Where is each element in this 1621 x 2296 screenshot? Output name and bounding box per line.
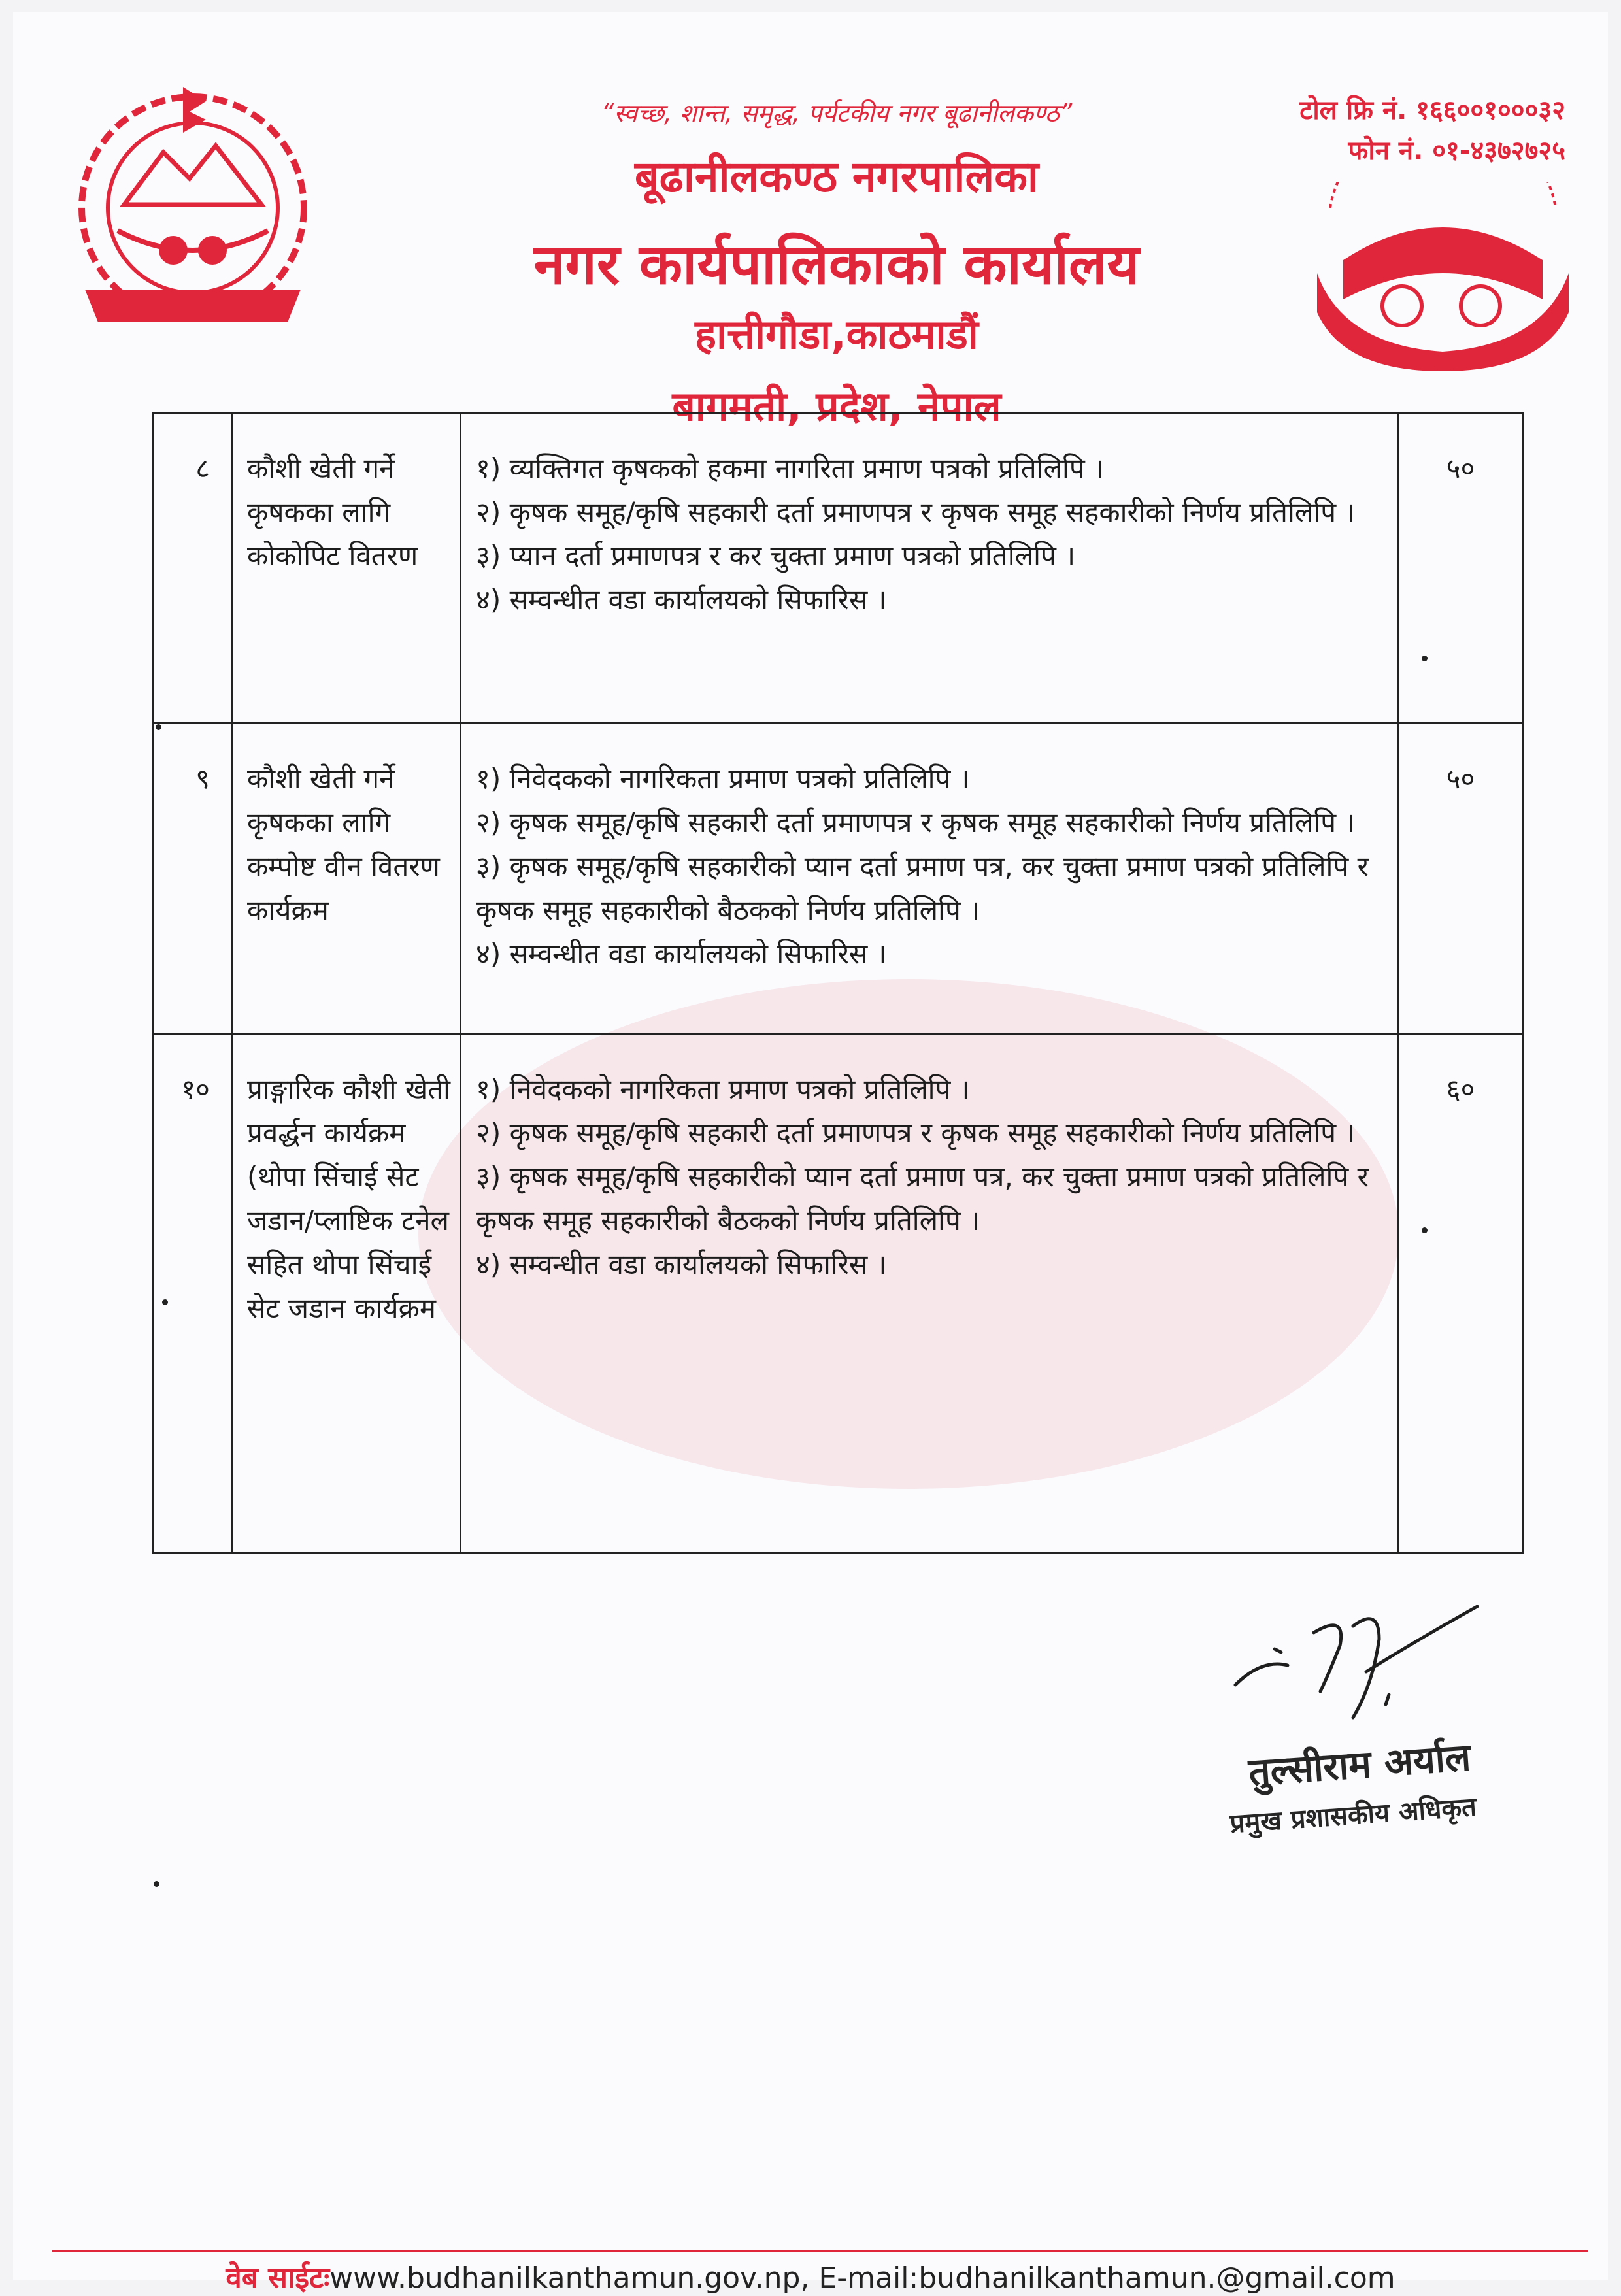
requirements-table xyxy=(152,412,1524,1554)
document-item: ३) कृषक समूह/कृषि सहकारीको प्यान दर्ता प्रमाण पत्र, कर चुक्ता प्रमाण पत्रको प्रतिलिपि र कृषक समूह सहकारीको बैठकको निर्णय प्रतिलिपि । xyxy=(476,1161,1369,1237)
table-row xyxy=(154,413,1523,724)
serial-number: ९ xyxy=(154,724,232,1034)
document-item: ४) सम्वन्धीत वडा कार्यालयको सिफारिस । xyxy=(476,1248,887,1280)
serial-number: ८ xyxy=(154,413,232,724)
program-name: कौशी खेती गर्ने कृषकका लागि कोकोपिट वितरण xyxy=(232,413,461,724)
document-item: २) कृषक समूह/कृषि सहकारी दर्ता प्रमाणपत्र र कृषक समूह सहकारीको निर्णय प्रतिलिपि । xyxy=(476,1117,1356,1149)
scan-speck xyxy=(1422,1227,1428,1233)
footer-divider xyxy=(52,2250,1588,2252)
office-title: नगर कार्यपालिकाको कार्यालय xyxy=(533,232,1140,297)
scan-speck xyxy=(1422,656,1428,661)
required-documents xyxy=(461,1034,1399,1554)
table-row xyxy=(154,1034,1523,1554)
quantity-value: ५० xyxy=(1399,724,1523,1034)
contact-block xyxy=(1226,90,1565,171)
scan-speck xyxy=(162,1299,168,1305)
toll-free-number: टोल फ्रि नं. १६६००१०००३२ xyxy=(1299,95,1565,125)
footer xyxy=(13,2257,1608,2296)
document-item: १) व्यक्तिगत कृषकको हकमा नागरिता प्रमाण पत्रको प्रतिलिपि । xyxy=(476,452,1105,484)
document-item: २) कृषक समूह/कृषि सहकारी दर्ता प्रमाणपत्र र कृषक समूह सहकारीको निर्णय प्रतिलिपि । xyxy=(476,807,1356,839)
email-label: E-mail: xyxy=(809,2261,919,2295)
website-label: वेब साईटः xyxy=(226,2261,330,2295)
table-row xyxy=(154,724,1523,1034)
scan-speck xyxy=(154,1881,159,1887)
signatory-name: तुल्सीराम अर्याल xyxy=(1247,1735,1473,1795)
serial-number: १० xyxy=(154,1034,232,1554)
document-item: १) निवेदकको नागरिकता प्रमाण पत्रको प्रतिलिपि । xyxy=(476,763,970,795)
document-item: १) निवेदकको नागरिकता प्रमाण पत्रको प्रतिलिपि । xyxy=(476,1073,970,1105)
document-item: ४) सम्वन्धीत वडा कार्यालयको सिफारिस । xyxy=(476,584,887,616)
quantity-value: ६० xyxy=(1399,1034,1523,1554)
program-name: कौशी खेती गर्ने कृषकका लागि कम्पोष्ट वीन वितरण कार्यक्रम xyxy=(232,724,461,1034)
signature-scribble xyxy=(1222,1587,1484,1737)
office-location: हात्तीगौडा,काठमाडौं xyxy=(695,310,978,358)
email-link[interactable]: budhanilkanthamun.@gmail.com xyxy=(918,2261,1395,2295)
province-line: बागमती, प्रदेश, नेपाल xyxy=(672,382,1001,430)
nepal-emblem-icon xyxy=(65,74,320,342)
document-item: ३) कृषक समूह/कृषि सहकारीको प्यान दर्ता प्रमाण पत्र, कर चुक्ता प्रमाण पत्रको प्रतिलिपि र कृषक समूह सहकारीको बैठकको निर्णय प्रतिलिपि । xyxy=(476,850,1369,926)
required-documents xyxy=(461,724,1399,1034)
program-name: प्राङ्गारिक कौशी खेती प्रवर्द्धन कार्यक्रम (थोपा सिंचाई सेट जडान/प्लाष्टिक टनेल सहित थोपा सिंचाई सेट जडान कार्यक्रम xyxy=(232,1034,461,1554)
phone-number: फोन नं. ०१-४३७२७२५ xyxy=(1348,136,1565,166)
scan-speck xyxy=(156,724,161,730)
municipality-logo-icon xyxy=(1304,182,1582,371)
quantity-value: ५० xyxy=(1399,413,1523,724)
document-item: ४) सम्वन्धीत वडा कार्यालयको सिफारिस । xyxy=(476,938,887,970)
document-item: ३) प्यान दर्ता प्रमाणपत्र र कर चुक्ता प्रमाण पत्रको प्रतिलिपि । xyxy=(476,540,1076,572)
required-documents xyxy=(461,413,1399,724)
signatory-title: प्रमुख प्रशासकीय अधिकृत xyxy=(1229,1791,1478,1840)
letterhead-page xyxy=(13,12,1608,2295)
website-link[interactable]: www.budhanilkanthamun.gov.np, xyxy=(329,2261,810,2295)
municipality-motto: “स्वच्छ, शान्त, समृद्ध, पर्यटकीय नगर बूढानीलकण्ठ” xyxy=(601,99,1073,127)
municipality-name: बूढानीलकण्ठ नगरपालिका xyxy=(634,152,1039,202)
document-item: २) कृषक समूह/कृषि सहकारी दर्ता प्रमाणपत्र र कृषक समूह सहकारीको निर्णय प्रतिलिपि । xyxy=(476,496,1356,528)
